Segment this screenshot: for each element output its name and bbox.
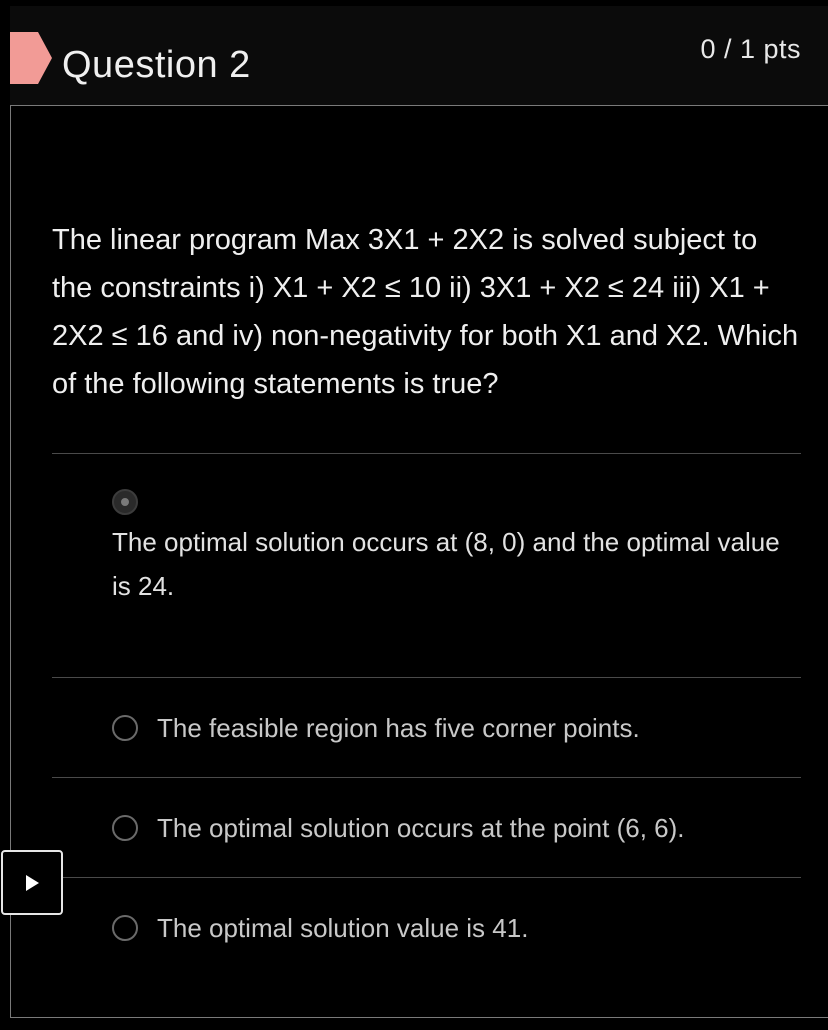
question-title: Question 2 — [62, 44, 251, 86]
answer-radio-4[interactable] — [112, 915, 138, 941]
answer-divider — [52, 453, 801, 454]
question-text: The linear program Max 3X1 + 2X2 is solved subject to the constraints i) X1 + X2 ≤ 10 ii) 3X1 + X2 ≤ 24 iii) X1 + 2X2 ≤ 16 and iv) non-negativity for both X1 and X2. Which of the following statements is true? — [52, 224, 799, 400]
bookmark-flag-icon[interactable] — [10, 32, 52, 84]
answer-label-3: The optimal solution occurs at the point (6, 6). — [157, 813, 685, 843]
answer-label-4: The optimal solution value is 41. — [157, 913, 529, 943]
question-header — [10, 6, 828, 106]
answer-radio-1[interactable] — [112, 489, 138, 515]
answer-divider — [52, 777, 801, 778]
answer-label-1: The optimal solution occurs at (8, 0) and the optimal value is 24. — [112, 527, 780, 601]
play-icon — [24, 874, 40, 892]
answer-radio-3[interactable] — [112, 815, 138, 841]
answer-divider — [52, 877, 801, 878]
play-button[interactable] — [1, 850, 63, 915]
answer-radio-2[interactable] — [112, 715, 138, 741]
answer-label-2: The feasible region has five corner points. — [157, 713, 640, 743]
question-points: 0 / 1 pts — [700, 34, 801, 64]
answer-divider — [52, 677, 801, 678]
